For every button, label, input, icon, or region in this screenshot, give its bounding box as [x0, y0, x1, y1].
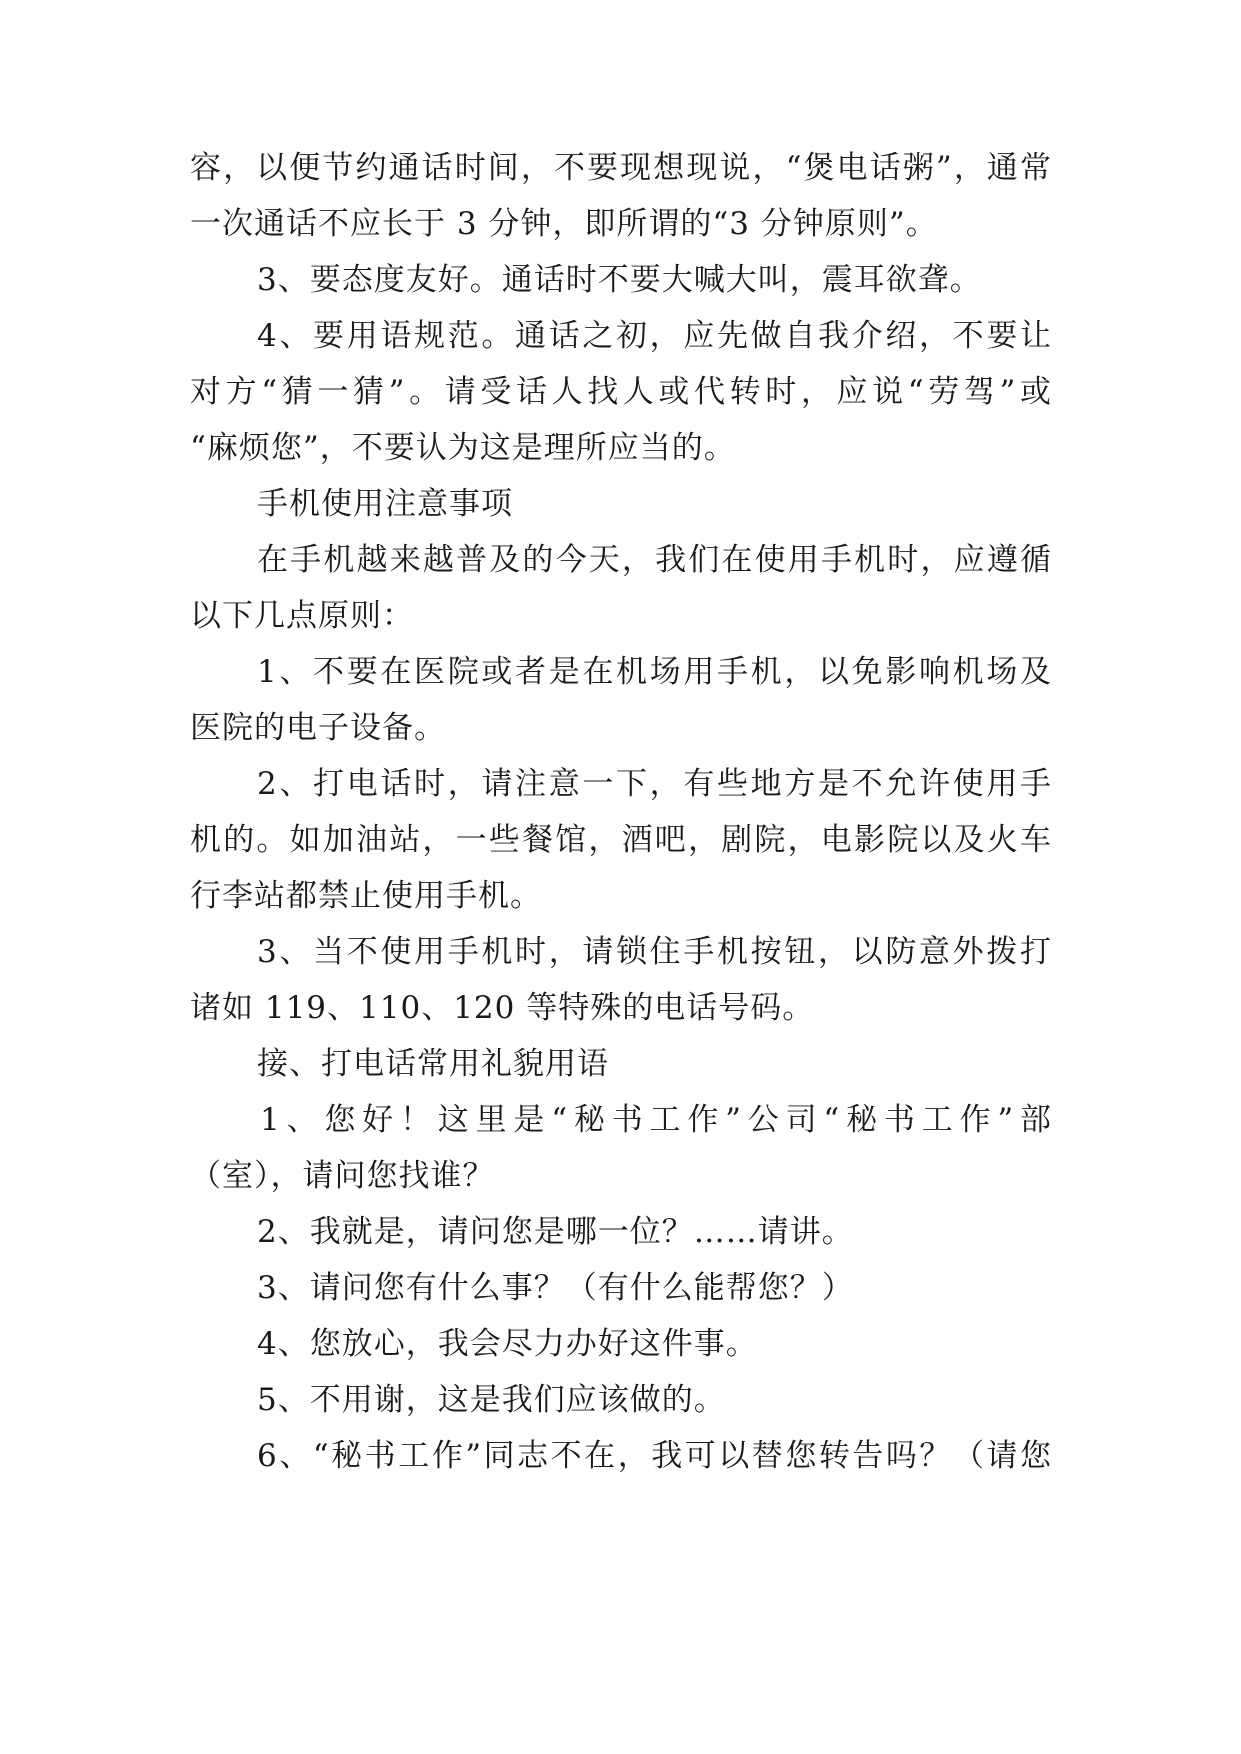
text-line: 5、不用谢，这是我们应该做的。 — [257, 1382, 726, 1418]
text-line: 机的。如加油站，一些餐馆，酒吧，剧院，电影院以及火车 — [190, 822, 1052, 858]
text-line: 2、我就是，请问您是哪一位？……请讲。 — [257, 1214, 854, 1250]
text-line: （室），请问您找谁？ — [190, 1158, 495, 1194]
text-line: 1、不要在医院或者是在机场用手机，以免影响机场及 — [257, 654, 1052, 690]
text-line: 1、您好！这里是“秘书工作”公司“秘书工作”部 — [260, 1102, 1052, 1138]
text-line: 对方“猜一猜”。请受话人找人或代转时，应说“劳驾”或 — [190, 374, 1052, 410]
text-line: 4、要用语规范。通话之初，应先做自我介绍，不要让 — [257, 318, 1052, 354]
text-line: 诸如 119、110、120 等特殊的电话号码。 — [190, 990, 815, 1026]
text-line: 医院的电子设备。 — [190, 710, 446, 746]
section-heading: 接、打电话常用礼貌用语 — [257, 1046, 609, 1082]
text-line: 4、您放心，我会尽力办好这件事。 — [257, 1326, 758, 1362]
section-heading: 手机使用注意事项 — [257, 486, 513, 522]
text-line: 以下几点原则： — [190, 598, 414, 634]
text-line: 6、“秘书工作”同志不在，我可以替您转告吗？（请您 — [257, 1438, 1052, 1474]
text-line: 3、请问您有什么事？（有什么能帮您？） — [257, 1270, 854, 1306]
text-line: 容，以便节约通话时间，不要现想现说，“煲电话粥”，通常 — [190, 150, 1052, 186]
text-line: 行李站都禁止使用手机。 — [190, 878, 542, 914]
text-line: 3、要态度友好。通话时不要大喊大叫，震耳欲聋。 — [257, 262, 982, 298]
text-line: 2、打电话时，请注意一下，有些地方是不允许使用手 — [257, 766, 1052, 802]
text-line: 3、当不使用手机时，请锁住手机按钮，以防意外拨打 — [257, 934, 1052, 970]
text-line: 一次通话不应长于 3 分钟，即所谓的“3 分钟原则”。 — [190, 206, 938, 242]
text-line: “麻烦您”，不要认为这是理所应当的。 — [190, 430, 736, 466]
text-line: 在手机越来越普及的今天，我们在使用手机时，应遵循 — [257, 542, 1052, 578]
